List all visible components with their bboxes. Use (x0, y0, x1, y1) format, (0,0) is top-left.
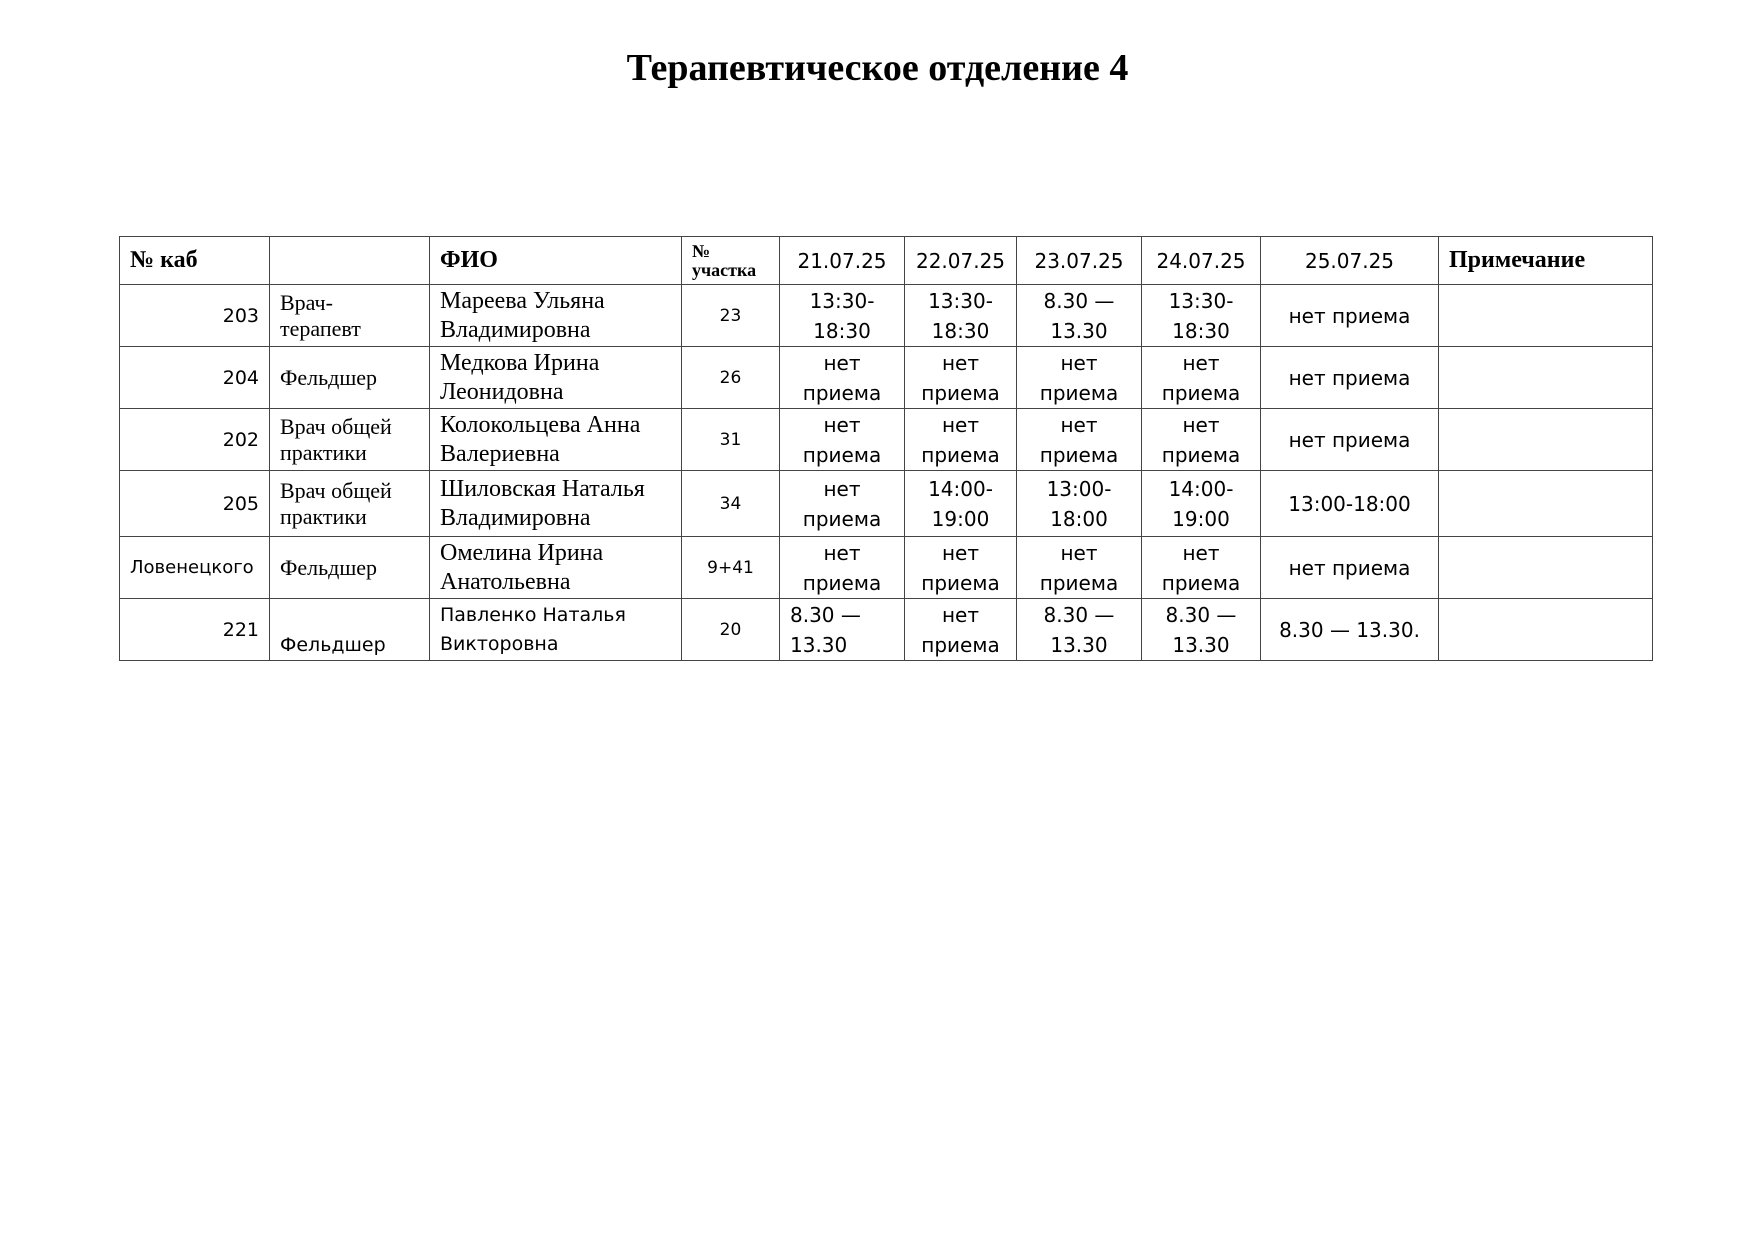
table-row (120, 599, 1653, 661)
cell-date-5: нет приема (1261, 409, 1439, 471)
cell-date-2-line1: нет (941, 350, 980, 375)
cell-date-1-line2: приема (802, 442, 882, 467)
header-date-3: 23.07.25 (1017, 237, 1142, 285)
table-row (120, 409, 1653, 471)
schedule-table (119, 236, 1653, 661)
cell-date-3-line2: 13.30 (1050, 318, 1108, 343)
cell-date-3-line2: приема (1039, 380, 1119, 405)
cell-role-line1: Врач- (280, 289, 333, 315)
table-row (120, 537, 1653, 599)
cell-cab: 205 (120, 471, 270, 537)
cell-note (1439, 347, 1653, 409)
cell-role: Фельдшер (270, 537, 430, 599)
cell-date-1-line1: нет (823, 412, 861, 437)
cell-fio-line1: Шиловская Наталья (440, 475, 645, 502)
cell-date-1-line2: 18:30 (813, 318, 871, 343)
cell-date-3-line1: нет (1060, 350, 1098, 375)
cell-date-2 (905, 599, 1017, 661)
header-date-1: 21.07.25 (780, 237, 905, 285)
cell-role (270, 471, 430, 537)
cell-date-1 (780, 537, 905, 599)
cell-role-line1: Врач общей (280, 477, 392, 503)
cell-date-3-line2: приема (1039, 442, 1119, 467)
cell-fio-line2: Валериевна (440, 440, 560, 467)
cell-date-2-line2: 18:30 (931, 318, 990, 343)
cell-role: Фельдшер (270, 347, 430, 409)
cell-date-2-line1: нет (941, 412, 980, 437)
cell-date-4-line2: 18:30 (1172, 318, 1230, 343)
cell-date-1-line1: 8.30 — (790, 602, 861, 627)
cell-note (1439, 537, 1653, 599)
cell-date-2 (905, 285, 1017, 347)
cell-date-1-line2: приема (802, 506, 882, 531)
cell-section: 31 (682, 409, 780, 471)
cell-date-4 (1142, 537, 1261, 599)
cell-section: 34 (682, 471, 780, 537)
cell-date-5: нет приема (1261, 285, 1439, 347)
cell-date-2-line2: приема (921, 380, 1000, 405)
cell-date-3-line1: нет (1060, 412, 1098, 437)
header-note: Примечание (1439, 237, 1653, 285)
cell-date-5: 8.30 — 13.30. (1261, 599, 1439, 661)
cell-fio-line2: Леонидовна (440, 378, 564, 405)
cell-date-4 (1142, 285, 1261, 347)
cell-date-1-line1: 13:30- (809, 288, 875, 313)
cell-date-4-line2: 13.30 (1172, 632, 1230, 657)
cell-date-4-line1: 13:30- (1168, 288, 1234, 313)
cell-date-4-line1: 8.30 — (1165, 602, 1237, 627)
cell-date-2-line1: 13:30- (928, 288, 993, 313)
cell-role-line1: Врач общей (280, 413, 392, 439)
cell-date-3 (1017, 599, 1142, 661)
cell-cab: 204 (120, 347, 270, 409)
cell-date-1 (780, 285, 905, 347)
cell-fio (430, 347, 682, 409)
cell-cab: 202 (120, 409, 270, 471)
cell-date-1-line2: 13.30 (790, 632, 848, 657)
cell-date-2 (905, 537, 1017, 599)
cell-section: 20 (682, 599, 780, 661)
cell-cab: 221 (120, 599, 270, 661)
cell-cab: 203 (120, 285, 270, 347)
cell-date-1 (780, 347, 905, 409)
cell-date-2-line2: приема (921, 570, 1000, 595)
cell-date-2-line2: приема (921, 632, 1000, 657)
cell-date-2-line1: нет (941, 540, 980, 565)
cell-date-4 (1142, 347, 1261, 409)
cell-date-4-line1: 14:00- (1168, 476, 1234, 501)
cell-cab: Ловенецкого (120, 537, 270, 599)
header-section-line2: участка (692, 259, 757, 280)
header-section-line1: № (692, 240, 711, 261)
cell-date-1 (780, 409, 905, 471)
cell-fio (430, 409, 682, 471)
cell-date-3-line2: приема (1039, 570, 1119, 595)
cell-date-4-line1: нет (1182, 350, 1220, 375)
cell-date-5: нет приема (1261, 347, 1439, 409)
cell-date-1-line1: нет (823, 476, 861, 501)
header-section (682, 237, 780, 285)
cell-date-3-line1: 13:00- (1046, 476, 1112, 501)
table-row (120, 347, 1653, 409)
header-cab: № каб (120, 237, 270, 285)
cell-fio-line2: Анатольевна (440, 568, 571, 595)
cell-fio (430, 471, 682, 537)
cell-date-3 (1017, 347, 1142, 409)
cell-date-3-line1: нет (1060, 540, 1098, 565)
cell-role-line2: практики (280, 439, 367, 465)
cell-fio-line1: Омелина Ирина (440, 539, 604, 566)
cell-role-line2: терапевт (280, 315, 361, 341)
header-date-2: 22.07.25 (905, 237, 1017, 285)
cell-date-4 (1142, 471, 1261, 537)
page-title: Терапевтическое отделение 4 (626, 47, 1129, 89)
cell-date-2-line2: 19:00 (931, 506, 990, 531)
cell-note (1439, 471, 1653, 537)
cell-date-4-line1: нет (1182, 540, 1220, 565)
table-row (120, 285, 1653, 347)
header-fio: ФИО (430, 237, 682, 285)
cell-section: 9+41 (682, 537, 780, 599)
cell-section: 23 (682, 285, 780, 347)
cell-date-3 (1017, 537, 1142, 599)
cell-date-2-line1: нет (941, 602, 980, 627)
cell-fio-line1: Павленко Наталья (440, 603, 626, 626)
cell-date-1-line1: нет (823, 540, 861, 565)
cell-role-line2: практики (280, 503, 367, 529)
cell-date-4-line2: приема (1161, 380, 1241, 405)
cell-date-4 (1142, 599, 1261, 661)
cell-fio-line1: Колокольцева Анна (440, 411, 641, 438)
cell-date-3-line2: 18:00 (1050, 506, 1108, 531)
cell-date-3 (1017, 285, 1142, 347)
cell-date-4-line2: приема (1161, 442, 1241, 467)
cell-date-3 (1017, 409, 1142, 471)
cell-date-1-line2: приема (802, 570, 882, 595)
cell-date-1-line1: нет (823, 350, 861, 375)
cell-role (270, 409, 430, 471)
cell-fio-line1: Мареева Ульяна (440, 287, 605, 314)
cell-date-1-line2: приема (802, 380, 882, 405)
table-row (120, 471, 1653, 537)
cell-date-2 (905, 409, 1017, 471)
cell-date-2-line2: приема (921, 442, 1000, 467)
cell-fio (430, 599, 682, 661)
cell-date-2 (905, 347, 1017, 409)
cell-fio (430, 285, 682, 347)
cell-fio-line2: Владимировна (440, 504, 591, 531)
cell-date-3 (1017, 471, 1142, 537)
cell-section: 26 (682, 347, 780, 409)
cell-date-3-line1: 8.30 — (1043, 602, 1115, 627)
cell-date-5: нет приема (1261, 537, 1439, 599)
cell-fio (430, 537, 682, 599)
cell-date-2-line1: 14:00- (928, 476, 993, 501)
cell-date-1 (780, 599, 905, 661)
cell-date-4-line2: 19:00 (1172, 506, 1230, 531)
header-date-5: 25.07.25 (1261, 237, 1439, 285)
cell-note (1439, 409, 1653, 471)
cell-date-4 (1142, 409, 1261, 471)
header-role (270, 237, 430, 285)
cell-date-3-line2: 13.30 (1050, 632, 1108, 657)
cell-fio-line2: Владимировна (440, 316, 591, 343)
cell-date-1 (780, 471, 905, 537)
cell-note (1439, 285, 1653, 347)
cell-date-4-line2: приема (1161, 570, 1241, 595)
cell-fio-line2: Викторовна (440, 632, 559, 655)
cell-role: Фельдшер (270, 599, 430, 661)
cell-note (1439, 599, 1653, 661)
cell-date-5: 13:00-18:00 (1261, 471, 1439, 537)
cell-date-4-line1: нет (1182, 412, 1220, 437)
cell-role (270, 285, 430, 347)
cell-date-3-line1: 8.30 — (1043, 288, 1115, 313)
header-date-4: 24.07.25 (1142, 237, 1261, 285)
cell-fio-line1: Медкова Ирина (440, 349, 600, 376)
cell-date-2 (905, 471, 1017, 537)
table-header-row (120, 237, 1653, 285)
